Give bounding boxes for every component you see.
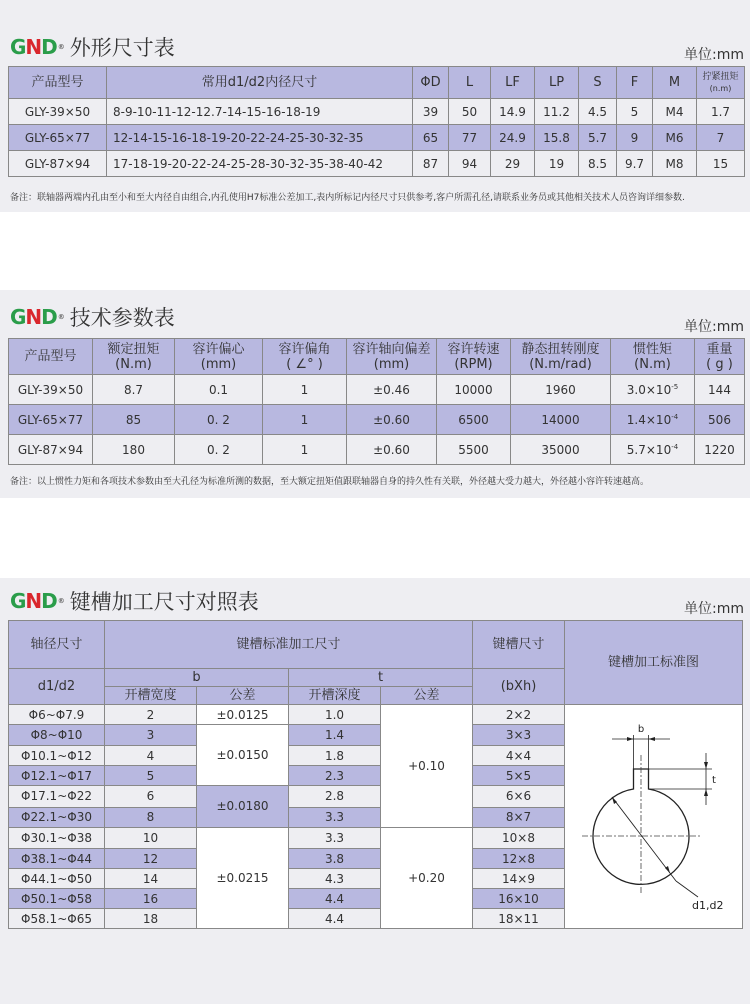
cell: 19	[535, 151, 579, 177]
header-label: 容许转速	[447, 341, 500, 357]
header-label: 静态扭转刚度	[521, 341, 600, 357]
keyway-diagram	[566, 705, 742, 925]
cell: 4.3	[289, 869, 381, 889]
header-cell: ΦD	[413, 67, 449, 99]
cell: ±0.60	[347, 405, 437, 435]
cell: 14×9	[473, 869, 565, 889]
cell: ±0.46	[347, 375, 437, 405]
header-cell: 常用d1/d2内径尺寸	[107, 67, 413, 99]
cell: M6	[653, 125, 697, 151]
cell: 5.7	[579, 125, 617, 151]
cell: 6	[105, 786, 197, 807]
cell: 1	[263, 435, 347, 465]
section-title-2	[10, 302, 175, 332]
table-row	[9, 405, 745, 435]
cell: 12×8	[473, 849, 565, 869]
cell: 10×8	[473, 827, 565, 848]
cell: 16×10	[473, 889, 565, 909]
cell: 0. 2	[175, 405, 263, 435]
cell: 4	[105, 746, 197, 766]
cell: 12-14-15-16-18-19-20-22-24-25-30-32-35	[107, 125, 413, 151]
table-row	[9, 705, 743, 725]
cell	[611, 405, 695, 435]
cell: 1960	[511, 375, 611, 405]
cell: 8.5	[579, 151, 617, 177]
cell: 1220	[695, 435, 745, 465]
header-cell	[697, 67, 745, 99]
header-label: 重量	[706, 341, 733, 357]
cell: 4.4	[289, 889, 381, 909]
t-arrow-bottom	[704, 789, 708, 796]
gnd-logo: G N D ®	[10, 35, 64, 59]
cell: 2×2	[473, 705, 565, 725]
header-cell: 产品型号	[9, 67, 107, 99]
table-row	[9, 125, 745, 151]
header-torque-unit: (n.m)	[709, 83, 732, 93]
cell: M4	[653, 99, 697, 125]
inertia-exponent: -5	[671, 382, 679, 391]
header-label: 容许偏角	[278, 341, 331, 357]
cell: Φ6~Φ7.9	[9, 705, 105, 725]
header-cell: F	[617, 67, 653, 99]
cell: 3.8	[289, 849, 381, 869]
b-arrow-left	[627, 737, 634, 741]
unit-label: 单位:mm	[684, 319, 744, 335]
header-unit: (RPM)	[454, 356, 493, 372]
section-title-1	[10, 32, 175, 62]
cell: 8-9-10-11-12-12.7-14-15-16-18-19	[107, 99, 413, 125]
parameters-table	[8, 338, 745, 465]
cell: 5500	[437, 435, 511, 465]
cell: 8.7	[93, 375, 175, 405]
cell: Φ38.1~Φ44	[9, 849, 105, 869]
header-tolerance-2: 公差	[381, 687, 473, 705]
diameter-leader	[676, 881, 698, 897]
inertia-value: 5.7×10	[626, 442, 672, 457]
header-standard: 键槽标准加工尺寸	[105, 621, 473, 669]
cell: 1.8	[289, 746, 381, 766]
cell: 77	[449, 125, 491, 151]
cell: 10	[105, 827, 197, 848]
cell: 12	[105, 849, 197, 869]
cell: 39	[413, 99, 449, 125]
header-cell	[437, 339, 511, 375]
tolerance-b: ±0.0180	[197, 786, 289, 827]
cell: 24.9	[491, 125, 535, 151]
cell: 3.3	[289, 827, 381, 848]
cell: 85	[93, 405, 175, 435]
header-cell: S	[579, 67, 617, 99]
header-unit: (N.m)	[634, 356, 671, 372]
cell: 10000	[437, 375, 511, 405]
cell: ±0.60	[347, 435, 437, 465]
header-cell	[347, 339, 437, 375]
cell: 3.3	[289, 807, 381, 827]
header-cell: M	[653, 67, 697, 99]
cell: 9.7	[617, 151, 653, 177]
header-b: b	[105, 669, 289, 687]
cell: GLY-65×77	[9, 125, 107, 151]
cell: 1.0	[289, 705, 381, 725]
cell: Φ30.1~Φ38	[9, 827, 105, 848]
cell: Φ22.1~Φ30	[9, 807, 105, 827]
cell: 3×3	[473, 725, 565, 746]
header-cell: L	[449, 67, 491, 99]
fig-label-b: b	[637, 724, 644, 735]
page-title: 技术参数表	[69, 306, 175, 330]
table-header-row	[9, 67, 745, 99]
gnd-logo: G N D ®	[10, 589, 64, 613]
cell: 5×5	[473, 766, 565, 786]
cell: 2.3	[289, 766, 381, 786]
cell: GLY-39×50	[9, 99, 107, 125]
header-cell	[611, 339, 695, 375]
cell: 5	[105, 766, 197, 786]
cell: Φ44.1~Φ50	[9, 869, 105, 889]
cell: Φ12.1~Φ17	[9, 766, 105, 786]
unit-label: 单位:mm	[684, 47, 744, 63]
header-depth: 开槽深度	[289, 687, 381, 705]
page-title: 键槽加工尺寸对照表	[69, 590, 259, 614]
header-cell	[263, 339, 347, 375]
cell: 1.4	[289, 725, 381, 746]
table-row	[9, 375, 745, 405]
cell	[611, 435, 695, 465]
header-width: 开槽宽度	[105, 687, 197, 705]
cell: 8	[105, 807, 197, 827]
header-shaft: 轴径尺寸	[9, 621, 105, 669]
header-cell	[93, 339, 175, 375]
header-label: 额定扭矩	[107, 341, 160, 357]
inertia-exponent: -4	[671, 442, 679, 451]
cell: Φ50.1~Φ58	[9, 889, 105, 909]
cell: 506	[695, 405, 745, 435]
header-label: 产品型号	[24, 349, 77, 364]
header-unit: (N.m)	[115, 356, 152, 372]
header-label: 容许偏心	[192, 341, 245, 357]
header-tolerance: 公差	[197, 687, 289, 705]
page-title: 外形尺寸表	[69, 36, 175, 60]
cell: 65	[413, 125, 449, 151]
header-shaft-sub: d1/d2	[9, 669, 105, 705]
header-label: 惯性矩	[632, 341, 672, 357]
cell: 3	[105, 725, 197, 746]
tolerance-b: ±0.0125	[197, 705, 289, 725]
cell: 50	[449, 99, 491, 125]
cell: 15.8	[535, 125, 579, 151]
cell: 29	[491, 151, 535, 177]
cell: 2	[105, 705, 197, 725]
cell: 17-18-19-20-22-24-25-28-30-32-35-38-40-42	[107, 151, 413, 177]
header-unit: (mm)	[200, 356, 237, 372]
cell: 4.5	[579, 99, 617, 125]
cell: Φ58.1~Φ65	[9, 909, 105, 929]
header-label: 容许轴向偏差	[352, 341, 431, 357]
dimensions-table	[8, 66, 745, 177]
cell: 0.1	[175, 375, 263, 405]
unit-label: 单位:mm	[684, 601, 744, 617]
cell: 1.7	[697, 99, 745, 125]
gnd-logo: G N D ®	[10, 305, 64, 329]
fig-label-d: d1,d2	[691, 899, 723, 912]
cell: GLY-87×94	[9, 435, 93, 465]
cell: 8×7	[473, 807, 565, 827]
cell: M8	[653, 151, 697, 177]
cell: 144	[695, 375, 745, 405]
cell: 87	[413, 151, 449, 177]
cell: Φ17.1~Φ22	[9, 786, 105, 807]
header-torque: 拧紧扭矩	[702, 71, 739, 82]
header-key: 键槽尺寸	[473, 621, 565, 669]
table-header-row	[9, 339, 745, 375]
section-title-3	[10, 586, 259, 616]
cell: Φ8~Φ10	[9, 725, 105, 746]
table-row	[9, 99, 745, 125]
table-note: 备注：以上惯性力矩和各项技术参数由至大孔径为标准所测的数据，至大额定扭矩值跟联轴器自身的持久性有关联，外径越大受力越大，外径越小容许转速越高。	[10, 477, 650, 487]
cell: 5	[617, 99, 653, 125]
header-unit: (N.m/rad)	[529, 356, 592, 372]
cell: 2.8	[289, 786, 381, 807]
cell: 18	[105, 909, 197, 929]
inertia-value: 3.0×10	[626, 382, 672, 397]
tolerance-b: ±0.0150	[197, 725, 289, 786]
cell	[611, 375, 695, 405]
cell: 4×4	[473, 746, 565, 766]
cell: 35000	[511, 435, 611, 465]
header-figure: 键槽加工标准图	[565, 621, 743, 705]
cell: 9	[617, 125, 653, 151]
keyway-table	[8, 620, 743, 929]
fig-label-t: t	[711, 775, 716, 786]
header-key-sub: (bXh)	[473, 669, 565, 705]
cell: 7	[697, 125, 745, 151]
cell: GLY-39×50	[9, 375, 93, 405]
cell: 6×6	[473, 786, 565, 807]
cell: Φ10.1~Φ12	[9, 746, 105, 766]
cell: 18×11	[473, 909, 565, 929]
tolerance-t: +0.20	[381, 827, 473, 928]
cell: 14	[105, 869, 197, 889]
cell: GLY-87×94	[9, 151, 107, 177]
cell: 1	[263, 405, 347, 435]
t-arrow-top	[704, 762, 708, 769]
tolerance-b: ±0.0215	[197, 827, 289, 928]
table-note: 备注：联轴器两端内孔由至小和至大内径自由组合,内孔使用H7标准公差加工,表内所标记内径尺寸只供参考,客户所需孔径,请联系业务员或其他相关技术人员咨询详细参数.	[10, 193, 685, 203]
cell: 1	[263, 375, 347, 405]
cell: 94	[449, 151, 491, 177]
cell: 14.9	[491, 99, 535, 125]
header-t: t	[289, 669, 473, 687]
cell: 4.4	[289, 909, 381, 929]
b-arrow-right	[648, 737, 655, 741]
cell: GLY-65×77	[9, 405, 93, 435]
header-cell	[9, 339, 93, 375]
inertia-value: 1.4×10	[626, 412, 672, 427]
header-cell: LP	[535, 67, 579, 99]
header-cell	[175, 339, 263, 375]
header-unit: ( ∠° )	[286, 356, 323, 372]
header-cell	[695, 339, 745, 375]
header-unit: (mm)	[373, 356, 410, 372]
cell: 0. 2	[175, 435, 263, 465]
cell: 180	[93, 435, 175, 465]
header-cell: LF	[491, 67, 535, 99]
keyway-figure-cell	[565, 705, 743, 929]
inertia-exponent: -4	[671, 412, 679, 421]
cell: 11.2	[535, 99, 579, 125]
cell: 15	[697, 151, 745, 177]
header-unit: ( g )	[706, 356, 733, 372]
cell: 14000	[511, 405, 611, 435]
table-row	[9, 151, 745, 177]
tolerance-t: +0.10	[381, 705, 473, 828]
cell: 16	[105, 889, 197, 909]
table-row	[9, 435, 745, 465]
cell: 6500	[437, 405, 511, 435]
header-cell	[511, 339, 611, 375]
